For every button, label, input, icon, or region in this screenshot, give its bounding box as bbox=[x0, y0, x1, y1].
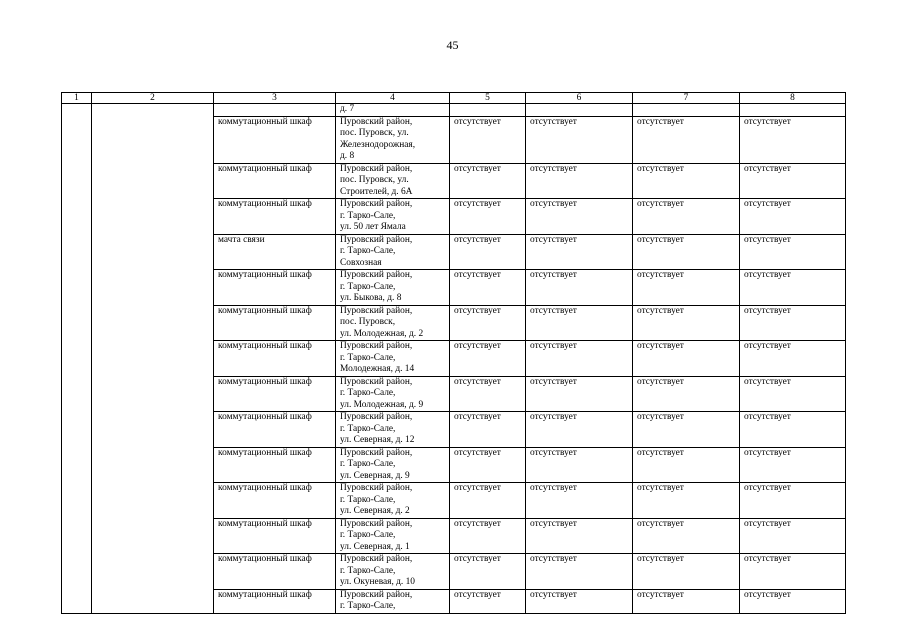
cell-col-2 bbox=[92, 270, 214, 306]
cell-col-7: отсутствует bbox=[633, 412, 740, 448]
cell-col-2 bbox=[92, 518, 214, 554]
cell-col-2 bbox=[92, 376, 214, 412]
cell-col-5: отсутствует bbox=[450, 116, 526, 163]
cell-col-8: отсутствует bbox=[740, 116, 846, 163]
cell-object-type: коммутационный шкаф bbox=[214, 199, 336, 235]
header-col-2: 2 bbox=[92, 93, 214, 104]
cell-address: Пуровский район, г. Тарко-Сале, ул. Окуневая, д. 10 bbox=[336, 554, 450, 590]
cell-address: Пуровский район, г. Тарко-Сале, Совхозная bbox=[336, 234, 450, 270]
table-header-row bbox=[62, 93, 846, 104]
table-row bbox=[62, 199, 846, 235]
header-col-6: 6 bbox=[526, 93, 633, 104]
cell-col-8: отсутствует bbox=[740, 483, 846, 519]
cell-object-type: коммутационный шкаф bbox=[214, 589, 336, 613]
cell-col-7: отсутствует bbox=[633, 305, 740, 341]
table-row bbox=[62, 116, 846, 163]
cell-col-6: отсутствует bbox=[526, 412, 633, 448]
cell-col-6: отсутствует bbox=[526, 589, 633, 613]
header-col-1: 1 bbox=[62, 93, 92, 104]
table-row bbox=[62, 412, 846, 448]
cell-col-6: отсутствует bbox=[526, 234, 633, 270]
cell-col-8: отсутствует bbox=[740, 341, 846, 377]
table-row bbox=[62, 305, 846, 341]
page-number: 45 bbox=[446, 38, 459, 52]
cell-address: Пуровский район, г. Тарко-Сале, ул. Быкова, д. 8 bbox=[336, 270, 450, 306]
cell-col-6: отсутствует bbox=[526, 376, 633, 412]
cell-address: Пуровский район, г. Тарко-Сале, ул. Северная, д. 12 bbox=[336, 412, 450, 448]
table-row bbox=[62, 163, 846, 199]
cell-col-5 bbox=[450, 104, 526, 117]
cell-col-2 bbox=[92, 412, 214, 448]
cell-col-8: отсутствует bbox=[740, 376, 846, 412]
cell-address: Пуровский район, г. Тарко-Сале, ул. Северная, д. 1 bbox=[336, 518, 450, 554]
table-row bbox=[62, 589, 846, 613]
cell-col-1 bbox=[62, 589, 92, 613]
cell-col-7: отсутствует bbox=[633, 163, 740, 199]
cell-col-8: отсутствует bbox=[740, 163, 846, 199]
cell-col-5: отсутствует bbox=[450, 163, 526, 199]
cell-object-type: коммутационный шкаф bbox=[214, 341, 336, 377]
table-row-continuation bbox=[62, 104, 846, 117]
cell-col-2 bbox=[92, 199, 214, 235]
cell-col-1 bbox=[62, 305, 92, 341]
header-col-3: 3 bbox=[214, 93, 336, 104]
header-col-5: 5 bbox=[450, 93, 526, 104]
cell-address: Пуровский район, г. Тарко-Сале, ул. Северная, д. 2 bbox=[336, 483, 450, 519]
cell-col-7 bbox=[633, 104, 740, 117]
cell-address: Пуровский район, г. Тарко-Сале, ул. Северная, д. 9 bbox=[336, 447, 450, 483]
cell-col-2 bbox=[92, 554, 214, 590]
cell-col-8: отсутствует bbox=[740, 305, 846, 341]
cell-col-2 bbox=[92, 483, 214, 519]
cell-col-8: отсутствует bbox=[740, 270, 846, 306]
cell-object-type: коммутационный шкаф bbox=[214, 270, 336, 306]
cell-col-7: отсутствует bbox=[633, 199, 740, 235]
cell-col-1 bbox=[62, 518, 92, 554]
cell-object-type: коммутационный шкаф bbox=[214, 305, 336, 341]
cell-col-6: отсутствует bbox=[526, 270, 633, 306]
cell-col-1 bbox=[62, 104, 92, 117]
cell-col-5: отсутствует bbox=[450, 305, 526, 341]
cell-address: Пуровский район, г. Тарко-Сале, ул. Молодежная, д. 9 bbox=[336, 376, 450, 412]
cell-col-1 bbox=[62, 163, 92, 199]
cell-object-type: коммутационный шкаф bbox=[214, 376, 336, 412]
cell-col-5: отсутствует bbox=[450, 483, 526, 519]
cell-col-6: отсутствует bbox=[526, 483, 633, 519]
cell-col-5: отсутствует bbox=[450, 589, 526, 613]
cell-address: д. 7 bbox=[336, 104, 450, 117]
cell-object-type: коммутационный шкаф bbox=[214, 554, 336, 590]
cell-col-8: отсутствует bbox=[740, 589, 846, 613]
cell-col-5: отсутствует bbox=[450, 447, 526, 483]
cell-object-type: коммутационный шкаф bbox=[214, 518, 336, 554]
cell-col-7: отсутствует bbox=[633, 270, 740, 306]
cell-col-5: отсутствует bbox=[450, 554, 526, 590]
cell-col-2 bbox=[92, 116, 214, 163]
cell-object-type: коммутационный шкаф bbox=[214, 412, 336, 448]
cell-address: Пуровский район, пос. Пуровск, ул. Молодежная, д. 2 bbox=[336, 305, 450, 341]
cell-col-5: отсутствует bbox=[450, 199, 526, 235]
cell-col-7: отсутствует bbox=[633, 447, 740, 483]
cell-col-6: отсутствует bbox=[526, 116, 633, 163]
header-col-7: 7 bbox=[633, 93, 740, 104]
cell-col-6: отсутствует bbox=[526, 341, 633, 377]
header-col-8: 8 bbox=[740, 93, 846, 104]
cell-col-6: отсутствует bbox=[526, 518, 633, 554]
table-row bbox=[62, 554, 846, 590]
cell-col-8: отсутствует bbox=[740, 199, 846, 235]
cell-col-5: отсутствует bbox=[450, 376, 526, 412]
cell-col-6: отсутствует bbox=[526, 199, 633, 235]
table-row bbox=[62, 376, 846, 412]
cell-col-7: отсутствует bbox=[633, 116, 740, 163]
cell-object-type: мачта связи bbox=[214, 234, 336, 270]
cell-col-2 bbox=[92, 104, 214, 117]
cell-col-7: отсутствует bbox=[633, 518, 740, 554]
cell-col-2 bbox=[92, 234, 214, 270]
cell-col-1 bbox=[62, 412, 92, 448]
cell-object-type: коммутационный шкаф bbox=[214, 116, 336, 163]
cell-col-7: отсутствует bbox=[633, 589, 740, 613]
cell-address: Пуровский район, пос. Пуровск, ул. Железнодорожная, д. 8 bbox=[336, 116, 450, 163]
cell-col-2 bbox=[92, 305, 214, 341]
cell-col-2 bbox=[92, 447, 214, 483]
cell-col-5: отсутствует bbox=[450, 518, 526, 554]
cell-object-type: коммутационный шкаф bbox=[214, 447, 336, 483]
header-col-4: 4 bbox=[336, 93, 450, 104]
cell-col-2 bbox=[92, 589, 214, 613]
cell-object-type: коммутационный шкаф bbox=[214, 483, 336, 519]
table-row bbox=[62, 341, 846, 377]
cell-col-6: отсутствует bbox=[526, 163, 633, 199]
cell-col-5: отсутствует bbox=[450, 270, 526, 306]
cell-col-5: отсутствует bbox=[450, 234, 526, 270]
cell-address: Пуровский район, пос. Пуровск, ул. Строителей, д. 6А bbox=[336, 163, 450, 199]
cell-col-8: отсутствует bbox=[740, 447, 846, 483]
cell-object-type bbox=[214, 104, 336, 117]
cell-col-1 bbox=[62, 483, 92, 519]
cell-address: Пуровский район, г. Тарко-Сале, bbox=[336, 589, 450, 613]
cell-col-2 bbox=[92, 163, 214, 199]
cell-col-1 bbox=[62, 199, 92, 235]
cell-col-8: отсутствует bbox=[740, 518, 846, 554]
cell-col-8: отсутствует bbox=[740, 412, 846, 448]
cell-col-1 bbox=[62, 554, 92, 590]
cell-col-5: отсутствует bbox=[450, 341, 526, 377]
cell-col-8: отсутствует bbox=[740, 554, 846, 590]
table-row bbox=[62, 234, 846, 270]
cell-col-1 bbox=[62, 341, 92, 377]
cell-col-1 bbox=[62, 270, 92, 306]
cell-address: Пуровский район, г. Тарко-Сале, Молодежная, д. 14 bbox=[336, 341, 450, 377]
cell-col-6 bbox=[526, 104, 633, 117]
cell-col-5: отсутствует bbox=[450, 412, 526, 448]
table-row bbox=[62, 270, 846, 306]
table-row bbox=[62, 447, 846, 483]
cell-col-7: отсутствует bbox=[633, 483, 740, 519]
cell-object-type: коммутационный шкаф bbox=[214, 163, 336, 199]
cell-col-8 bbox=[740, 104, 846, 117]
cell-col-6: отсутствует bbox=[526, 554, 633, 590]
cell-col-8: отсутствует bbox=[740, 234, 846, 270]
cell-address: Пуровский район, г. Тарко-Сале, ул. 50 лет Ямала bbox=[336, 199, 450, 235]
cell-col-1 bbox=[62, 116, 92, 163]
cell-col-2 bbox=[92, 341, 214, 377]
infrastructure-table bbox=[61, 92, 846, 614]
table-row bbox=[62, 483, 846, 519]
cell-col-1 bbox=[62, 234, 92, 270]
cell-col-1 bbox=[62, 376, 92, 412]
cell-col-1 bbox=[62, 447, 92, 483]
cell-col-6: отсутствует bbox=[526, 305, 633, 341]
cell-col-6: отсутствует bbox=[526, 447, 633, 483]
table-row bbox=[62, 518, 846, 554]
cell-col-7: отсутствует bbox=[633, 376, 740, 412]
cell-col-7: отсутствует bbox=[633, 234, 740, 270]
cell-col-7: отсутствует bbox=[633, 554, 740, 590]
cell-col-7: отсутствует bbox=[633, 341, 740, 377]
